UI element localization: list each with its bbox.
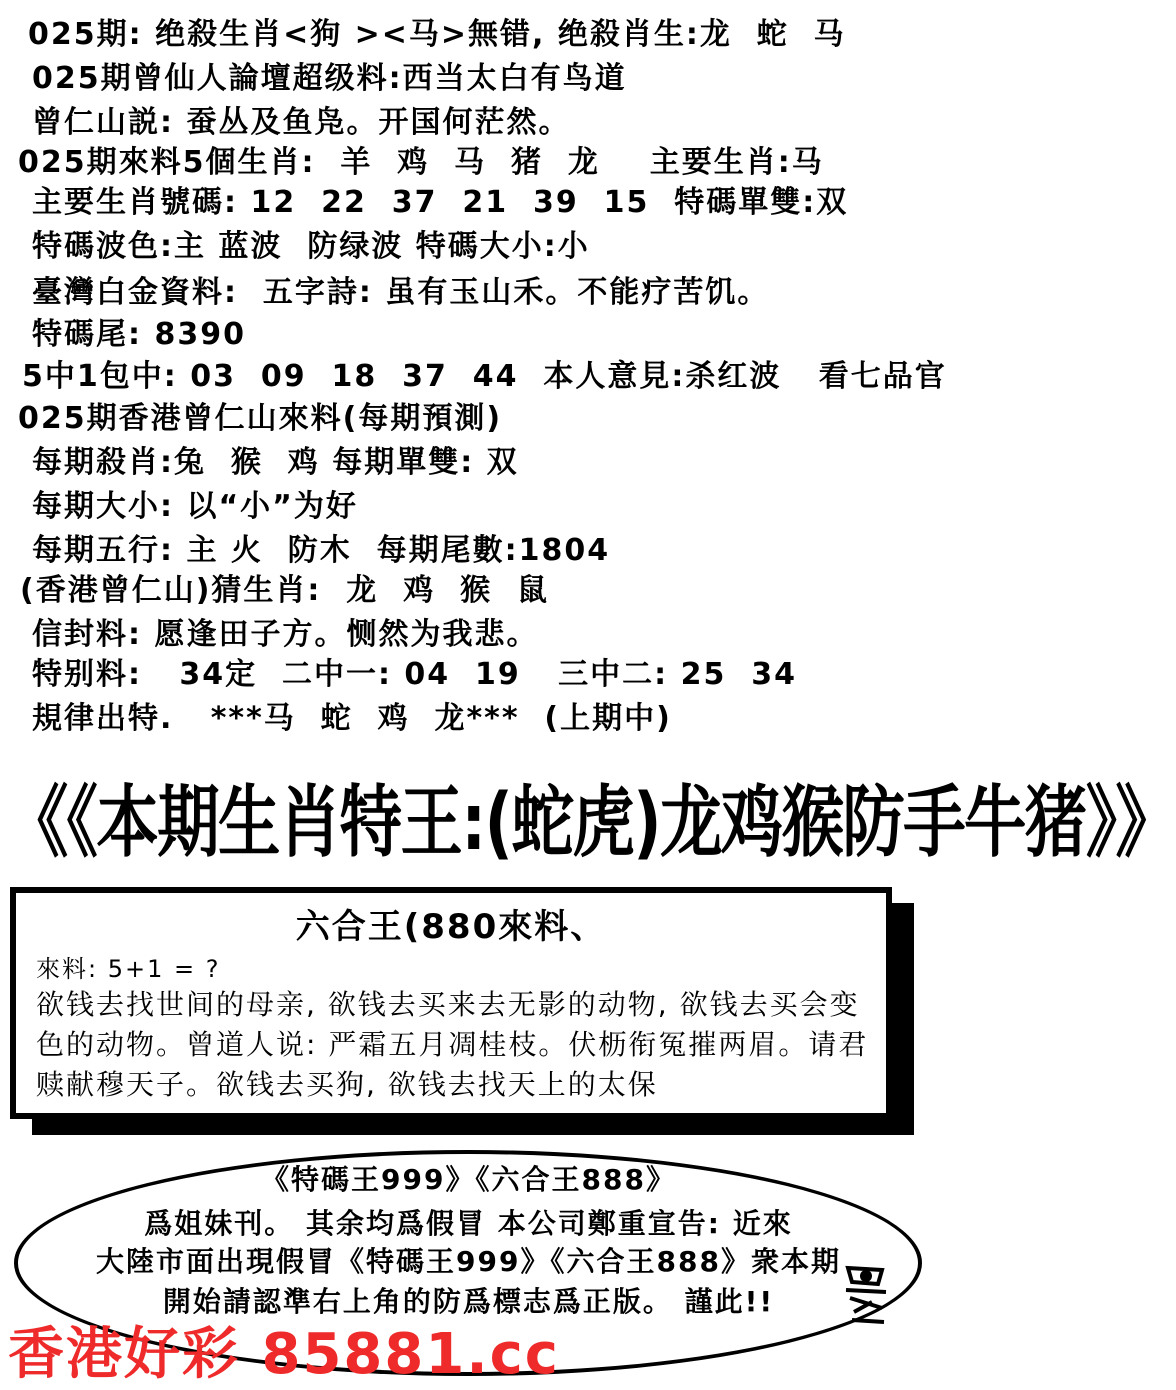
headline-banner: 《《本期生肖特王:(蛇虎)龙鸡猴防手牛猪》》 — [6, 778, 1176, 868]
site-watermark: 香港好彩 85881.cc — [8, 1322, 560, 1387]
box-title: 六合王(880來料、 — [295, 907, 607, 947]
text-line-8: 特碼尾: 8390 — [32, 317, 246, 352]
text-line-5: 主要生肖號碼: 12 22 37 21 39 15 特碼單雙:双 — [32, 185, 849, 220]
notice-line-4: 開始請認準右上角的防爲標志爲正版。 謹此!! — [162, 1285, 775, 1318]
text-line-11: 每期殺肖:兔 猴 鸡 每期單雙: 双 — [32, 445, 519, 480]
liuhe-king-box — [10, 887, 892, 1119]
text-line-9: 5中1包中: 03 09 18 37 44 本人意見:杀红波 看七品官 — [22, 359, 947, 394]
notice-line-3: 大陸市面出現假冒《特碼王999》《六合王888》衆本期 — [96, 1245, 841, 1278]
text-line-2: 025期曾仙人論壇超级料:西当太白有鸟道 — [32, 61, 627, 96]
text-line-7: 臺灣白金資料: 五字詩: 虽有玉山禾。不能疗苦饥。 — [32, 275, 770, 310]
notice-line-1: 《特碼王999》《六合王888》 — [261, 1163, 676, 1196]
text-line-16: 特别料: 34定 二中一: 04 19 三中二: 25 34 — [32, 657, 797, 692]
text-line-15: 信封料: 愿逢田子方。恻然为我悲。 — [32, 617, 539, 652]
text-line-4: 025期來料5個生肖: 羊 鸡 马 猪 龙 主要生肖:马 — [18, 145, 824, 180]
text-line-13: 每期五行: 主 火 防木 每期尾數:1804 — [32, 533, 611, 568]
box-question: 來料: 5+1 = ? — [36, 955, 221, 983]
text-line-10: 025期香港曾仁山來料(每期預測) — [18, 401, 503, 436]
anti-counterfeit-stamp-icon — [842, 1262, 890, 1328]
text-line-6: 特碼波色:主 蓝波 防绿波 特碼大小:小 — [32, 229, 590, 264]
text-line-17: 規律出特. ***马 蛇 鸡 龙*** (上期中) — [32, 701, 672, 736]
text-line-1: 025期: 绝殺生肖<狗 ><马>無错, 绝殺肖生:龙 蛇 马 — [28, 17, 846, 52]
text-line-14: (香港曾仁山)猜生肖: 龙 鸡 猴 鼠 — [20, 573, 549, 608]
box-riddle-text: 欲钱去找世间的母亲, 欲钱去买来去无影的动物, 欲钱去买会变色的动物。曾道人说: 严霜五月凋桂枝。伏枥衔冤摧两眉。请君赎献穆天子。欲钱去买狗, 欲钱去找天上的太保 — [36, 988, 869, 1101]
text-line-12: 每期大小: 以“小”为好 — [32, 489, 358, 524]
text-line-3: 曾仁山説: 蚕丛及鱼凫。开国何茫然。 — [32, 105, 571, 140]
notice-line-2: 爲姐妹刊。 其余均爲假冒 本公司鄭重宣告: 近來 — [144, 1207, 793, 1240]
